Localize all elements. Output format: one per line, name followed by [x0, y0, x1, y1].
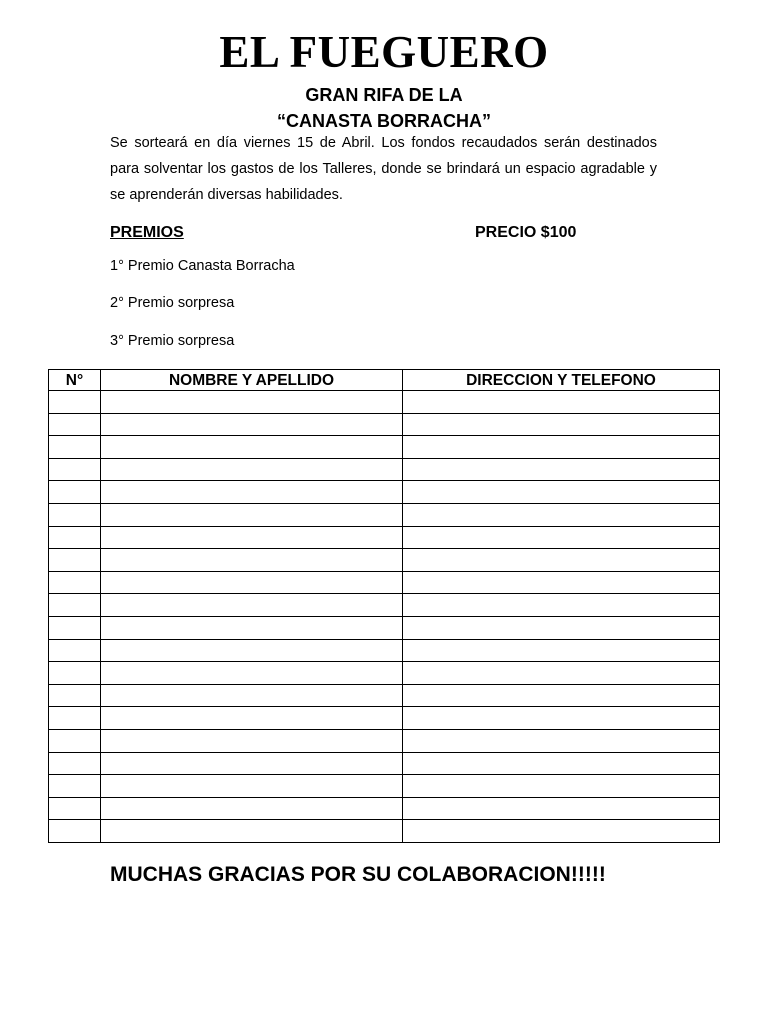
- table-row: [49, 752, 720, 775]
- document-title: EL FUEGUERO: [219, 27, 549, 77]
- name-cell[interactable]: [101, 413, 403, 436]
- table-row: [49, 594, 720, 617]
- address-phone-cell[interactable]: [403, 436, 720, 459]
- number-cell[interactable]: [49, 413, 101, 436]
- raffle-subtitle-line1: GRAN RIFA DE LA: [305, 85, 463, 105]
- table-row: [49, 775, 720, 798]
- prize-item-3: 3° Premio sorpresa: [110, 333, 235, 349]
- address-phone-cell[interactable]: [403, 458, 720, 481]
- number-cell[interactable]: [49, 797, 101, 820]
- address-phone-cell[interactable]: [403, 639, 720, 662]
- thanks-message: MUCHAS GRACIAS POR SU COLABORACION!!!!!: [110, 863, 606, 886]
- raffle-ticket-table: [48, 369, 720, 843]
- address-phone-cell[interactable]: [403, 571, 720, 594]
- number-cell[interactable]: [49, 391, 101, 414]
- number-cell[interactable]: [49, 481, 101, 504]
- number-cell[interactable]: [49, 503, 101, 526]
- table-row: [49, 797, 720, 820]
- prizes-heading: PREMIOS: [110, 224, 184, 241]
- number-cell[interactable]: [49, 436, 101, 459]
- name-cell[interactable]: [101, 481, 403, 504]
- name-cell[interactable]: [101, 391, 403, 414]
- name-cell[interactable]: [101, 526, 403, 549]
- name-cell[interactable]: [101, 752, 403, 775]
- table-row: [49, 820, 720, 843]
- address-phone-cell[interactable]: [403, 820, 720, 843]
- number-cell[interactable]: [49, 775, 101, 798]
- number-cell[interactable]: [49, 729, 101, 752]
- address-phone-cell[interactable]: [403, 752, 720, 775]
- column-header-number: N°: [49, 370, 101, 391]
- name-cell[interactable]: [101, 820, 403, 843]
- table-row: [49, 413, 720, 436]
- number-cell[interactable]: [49, 616, 101, 639]
- name-cell[interactable]: [101, 729, 403, 752]
- table-row: [49, 707, 720, 730]
- name-cell[interactable]: [101, 639, 403, 662]
- ticket-price: PRECIO $100: [475, 224, 577, 241]
- address-phone-cell[interactable]: [403, 707, 720, 730]
- number-cell[interactable]: [49, 639, 101, 662]
- raffle-table-body: [49, 391, 720, 843]
- address-phone-cell[interactable]: [403, 775, 720, 798]
- address-phone-cell[interactable]: [403, 594, 720, 617]
- number-cell[interactable]: [49, 684, 101, 707]
- table-row: [49, 662, 720, 685]
- prize-item-1: 1° Premio Canasta Borracha: [110, 258, 295, 274]
- name-cell[interactable]: [101, 594, 403, 617]
- address-phone-cell[interactable]: [403, 549, 720, 572]
- name-cell[interactable]: [101, 662, 403, 685]
- table-row: [49, 391, 720, 414]
- name-cell[interactable]: [101, 616, 403, 639]
- address-phone-cell[interactable]: [403, 413, 720, 436]
- name-cell[interactable]: [101, 775, 403, 798]
- prize-item-2: 2° Premio sorpresa: [110, 295, 235, 311]
- address-phone-cell[interactable]: [403, 729, 720, 752]
- address-phone-cell[interactable]: [403, 797, 720, 820]
- table-row: [49, 526, 720, 549]
- name-cell[interactable]: [101, 684, 403, 707]
- name-cell[interactable]: [101, 503, 403, 526]
- number-cell[interactable]: [49, 662, 101, 685]
- table-row: [49, 458, 720, 481]
- name-cell[interactable]: [101, 571, 403, 594]
- number-cell[interactable]: [49, 526, 101, 549]
- number-cell[interactable]: [49, 820, 101, 843]
- table-row: [49, 639, 720, 662]
- column-header-address-phone: DIRECCION Y TELEFONO: [403, 370, 720, 391]
- number-cell[interactable]: [49, 752, 101, 775]
- address-phone-cell[interactable]: [403, 684, 720, 707]
- table-row: [49, 549, 720, 572]
- table-row: [49, 436, 720, 459]
- raffle-subtitle-line2: “CANASTA BORRACHA”: [277, 111, 491, 131]
- table-row: [49, 616, 720, 639]
- name-cell[interactable]: [101, 458, 403, 481]
- column-header-name: NOMBRE Y APELLIDO: [101, 370, 403, 391]
- table-row: [49, 503, 720, 526]
- table-row: [49, 684, 720, 707]
- number-cell[interactable]: [49, 707, 101, 730]
- address-phone-cell[interactable]: [403, 616, 720, 639]
- name-cell[interactable]: [101, 436, 403, 459]
- table-row: [49, 481, 720, 504]
- number-cell[interactable]: [49, 549, 101, 572]
- raffle-description: Se sorteará en día viernes 15 de Abril. Los fondos recaudados serán destinados para solventar los gastos de los Talleres, donde se brindará un espacio agradable y se aprenderán diversas habilidades.: [110, 135, 657, 203]
- address-phone-cell[interactable]: [403, 526, 720, 549]
- number-cell[interactable]: [49, 458, 101, 481]
- name-cell[interactable]: [101, 549, 403, 572]
- table-header-row: [49, 370, 720, 391]
- address-phone-cell[interactable]: [403, 391, 720, 414]
- table-row: [49, 571, 720, 594]
- address-phone-cell[interactable]: [403, 481, 720, 504]
- address-phone-cell[interactable]: [403, 662, 720, 685]
- address-phone-cell[interactable]: [403, 503, 720, 526]
- name-cell[interactable]: [101, 797, 403, 820]
- number-cell[interactable]: [49, 571, 101, 594]
- name-cell[interactable]: [101, 707, 403, 730]
- number-cell[interactable]: [49, 594, 101, 617]
- table-row: [49, 729, 720, 752]
